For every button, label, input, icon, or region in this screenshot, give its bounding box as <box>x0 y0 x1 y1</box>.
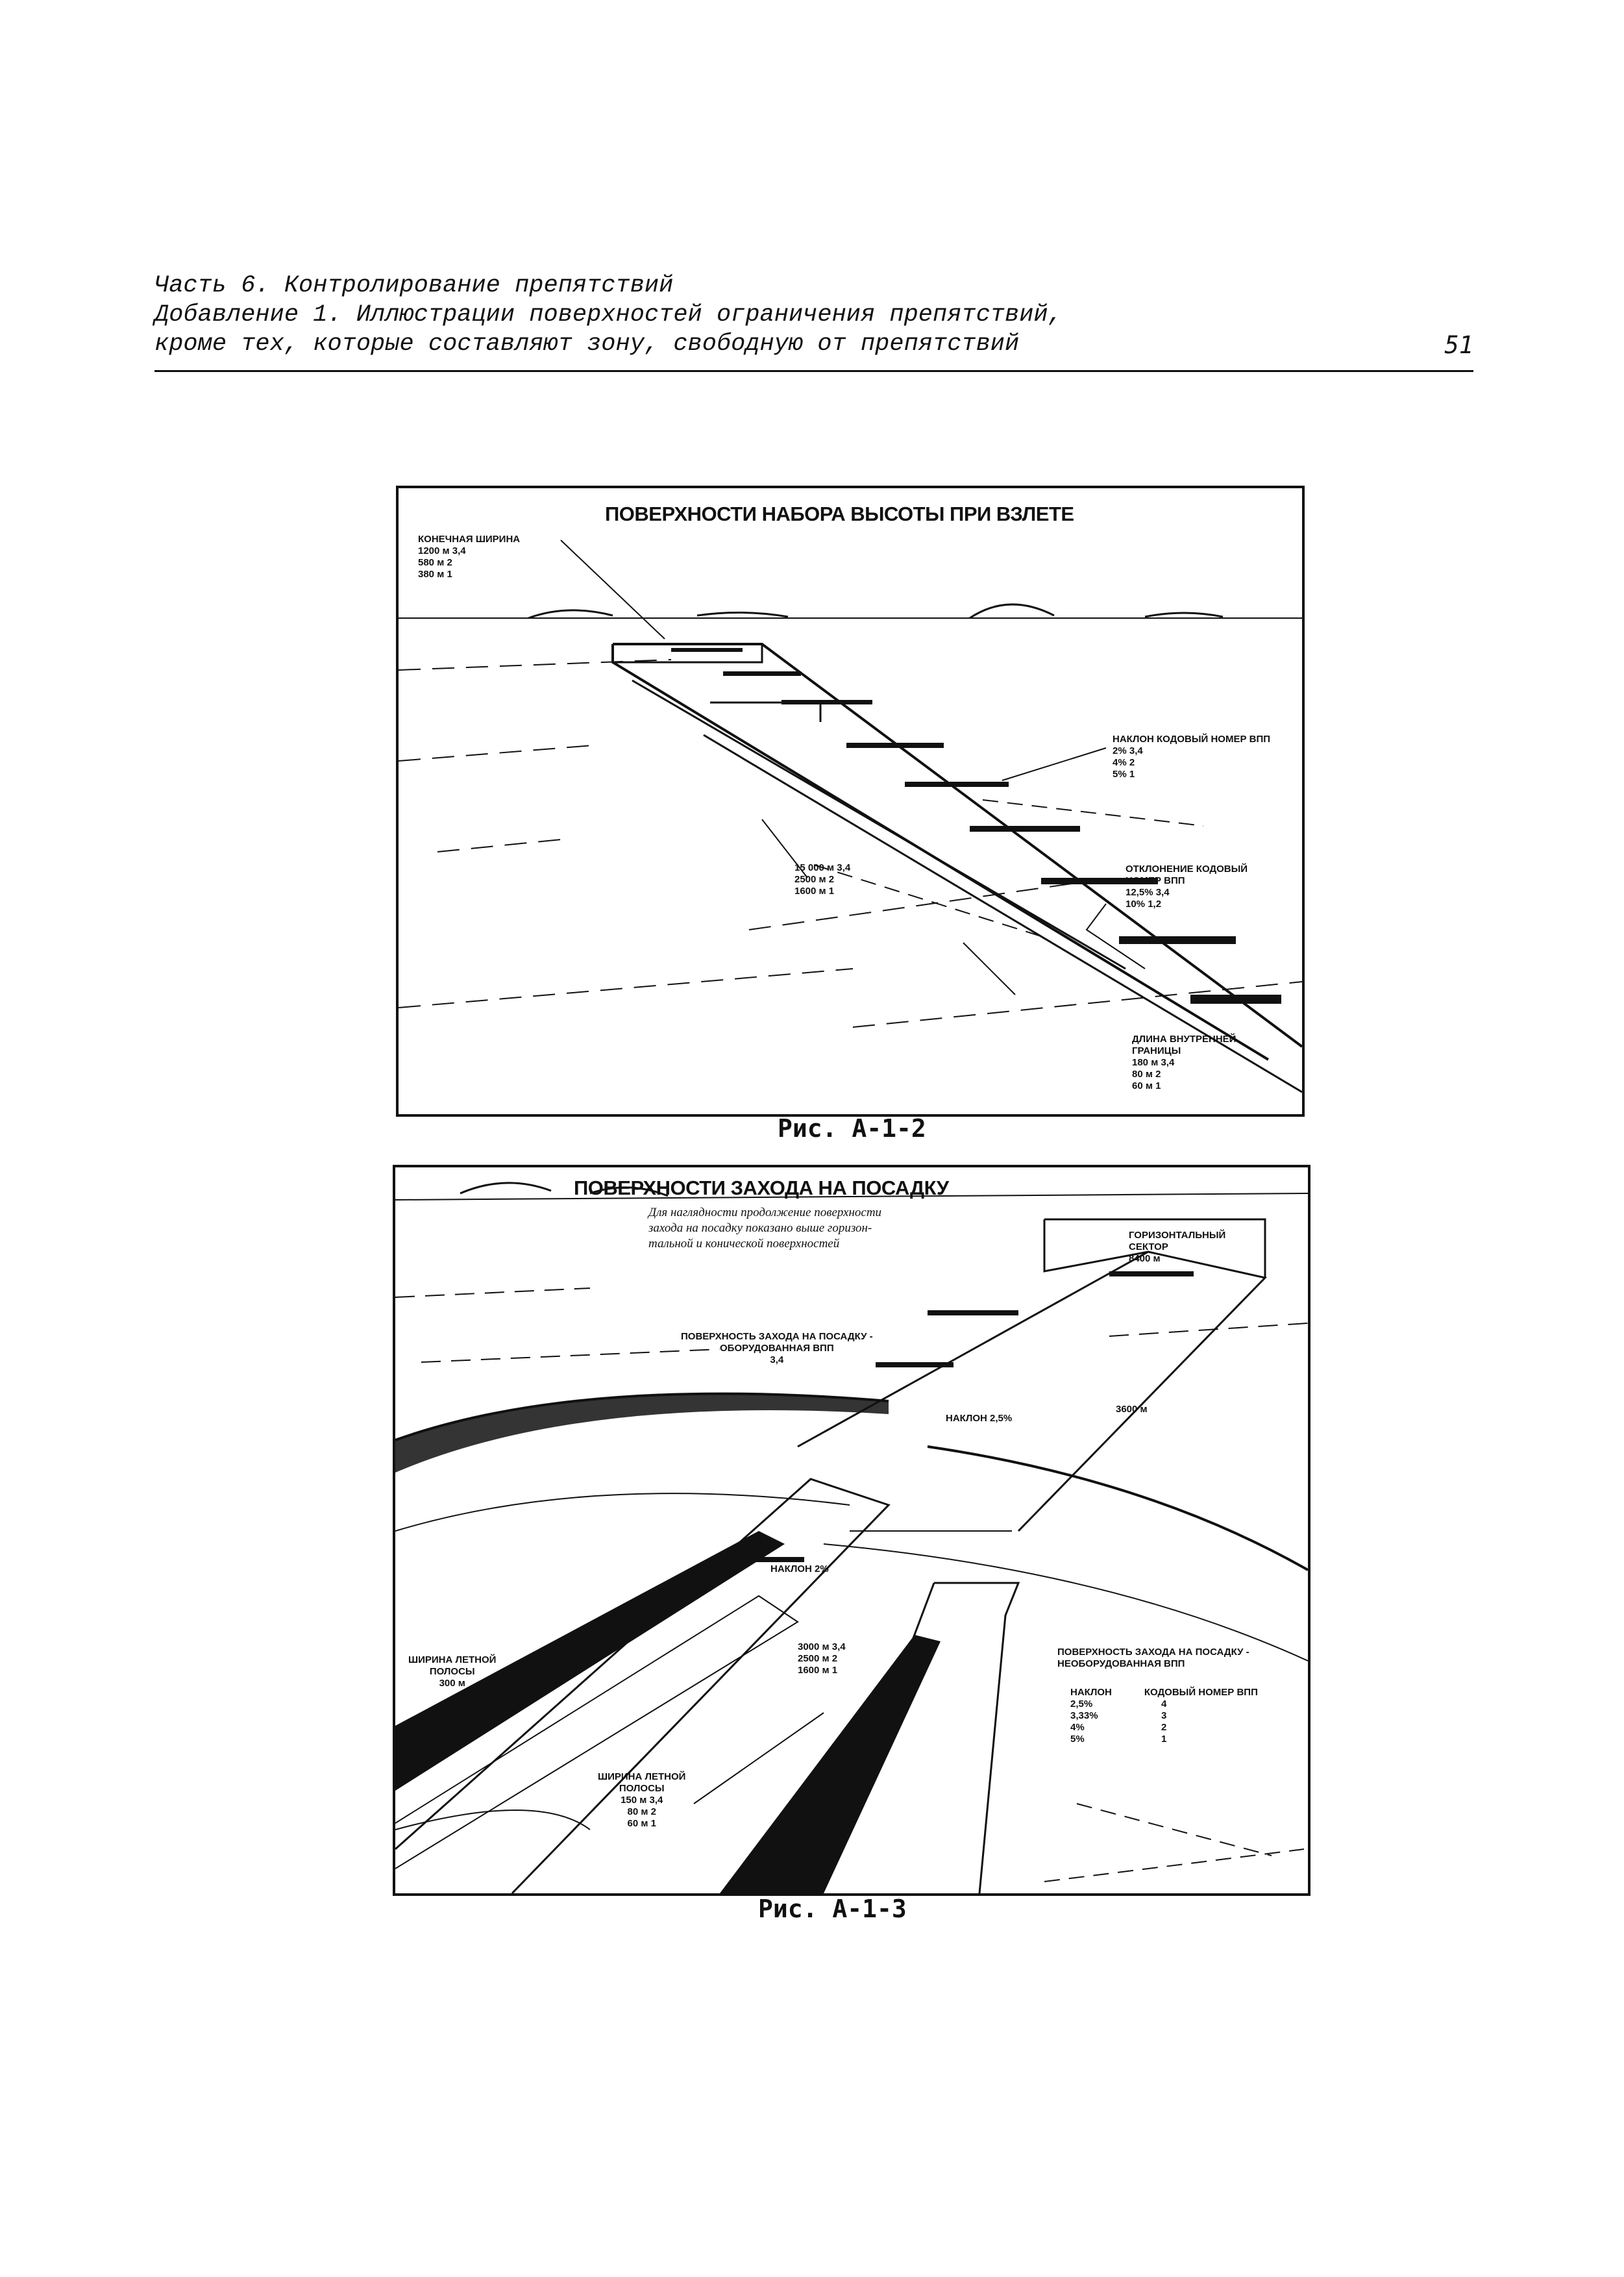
header-appendix-title: Добавление 1. Иллюстрации поверхностей ограничения препятствий, <box>154 301 1063 329</box>
strip-width-bottom-label: ШИРИНА ЛЕТНОЙ ПОЛОСЫ 150 м 3,4 80 м 2 60 м 1 <box>598 1771 686 1829</box>
slope-25-label: НАКЛОН 2,5% <box>946 1413 1013 1424</box>
figure1-caption: Рис. А-1-2 <box>778 1114 926 1143</box>
dist-3600-label: 3600 м <box>1116 1404 1148 1415</box>
slope-code-table: НАКЛОН КОДОВЫЙ НОМЕР ВПП 2,5% 4 3,33% 3 4% 2 5% 1 <box>1070 1687 1258 1745</box>
length-label: 15 000 м 3,4 2500 м 2 1600 м 1 <box>794 862 851 897</box>
running-header <box>154 271 1473 359</box>
nonprecision-approach-label: ПОВЕРХНОСТЬ ЗАХОДА НА ПОСАДКУ - НЕОБОРУДОВАННАЯ ВПП <box>1057 1647 1249 1669</box>
takeoff-climb-illustration <box>399 488 1302 1114</box>
slope-table-label: НАКЛОН КОДОВЫЙ НОМЕР ВПП 2% 3,4 4% 2 5% 1 <box>1113 734 1271 780</box>
figure-approach <box>393 1165 1310 1896</box>
header-part-title: Часть 6. Контролирование препятствий <box>154 272 674 299</box>
inner-edge-label: ДЛИНА ВНУТРЕННЕЙ ГРАНИЦЫ 180 м 3,4 80 м 2 60 м 1 <box>1132 1034 1236 1091</box>
visibility-note: Для наглядности продолжение поверхности захода на посадку показано выше горизон- тальной и конической поверхностей <box>648 1206 882 1250</box>
header-rule <box>154 370 1473 372</box>
precision-approach-label: ПОВЕРХНОСТЬ ЗАХОДА НА ПОСАДКУ - ОБОРУДОВАННАЯ ВПП 3,4 <box>681 1331 873 1365</box>
figure2-title: ПОВЕРХНОСТИ ЗАХОДА НА ПОСАДКУ <box>574 1176 949 1199</box>
divergence-label: ОТКЛОНЕНИЕ КОДОВЫЙ НОМЕР ВПП 12,5% 3,4 10% 1,2 <box>1126 864 1248 910</box>
final-width-label: КОНЕЧНАЯ ШИРИНА 1200 м 3,4 580 м 2 380 м 1 <box>418 534 521 580</box>
approach-illustration <box>395 1167 1308 1893</box>
horizontal-sector-label: ГОРИЗОНТАЛЬНЫЙ СЕКТОР 8400 м <box>1129 1230 1226 1264</box>
figure2-caption: Рис. А-1-3 <box>758 1895 907 1923</box>
page-number: 51 <box>1444 331 1473 359</box>
approach-lengths-label: 3000 м 3,4 2500 м 2 1600 м 1 <box>798 1641 846 1676</box>
strip-width-left-label: ШИРИНА ЛЕТНОЙ ПОЛОСЫ 300 м <box>408 1654 497 1689</box>
header-appendix-subtitle: кроме тех, которые составляют зону, свободную от препятствий <box>154 330 1020 358</box>
slope-2-label: НАКЛОН 2% <box>770 1563 829 1574</box>
figure1-title: ПОВЕРХНОСТИ НАБОРА ВЫСОТЫ ПРИ ВЗЛЕТЕ <box>605 503 1074 525</box>
figure-takeoff-climb <box>396 486 1305 1117</box>
